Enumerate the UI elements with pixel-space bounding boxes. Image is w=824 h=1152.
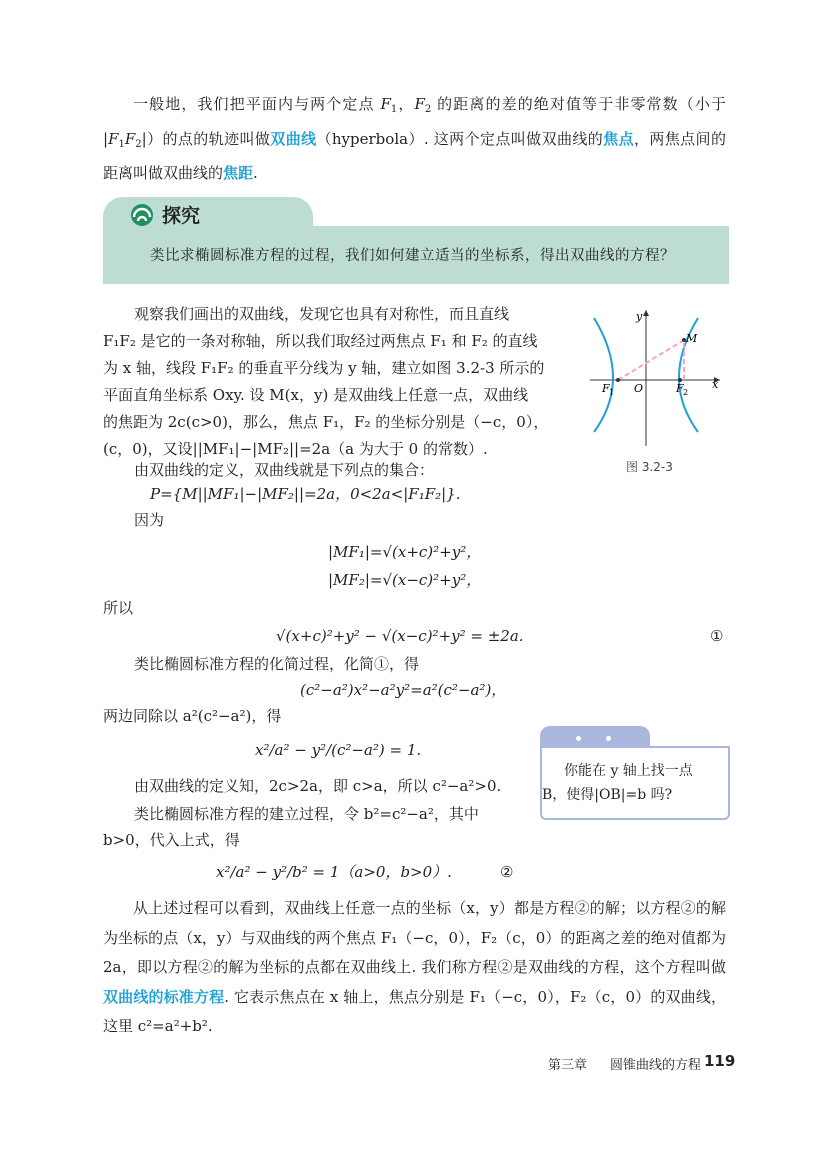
body-line: 平面直角坐标系 Oxy. 设 M(x，y) 是双曲线上任意一点，双曲线 xyxy=(103,386,529,404)
sym-f: F xyxy=(124,129,136,148)
intro-text-5: （hyperbola）. 这两个定点叫做双曲线的 xyxy=(316,129,604,148)
page-number: 119 xyxy=(704,1052,736,1070)
label-o: O xyxy=(634,382,644,395)
set-definition: P={M||MF₁|−|MF₂||=2a，0<2a<|F₁F₂|}. xyxy=(150,485,461,503)
figure-caption: 图 3.2-3 xyxy=(626,460,673,474)
intro-text-6: ，两焦点间的距离叫做双曲线的 xyxy=(103,129,726,182)
body-line: 两边同除以 a²(c²−a²)，得 xyxy=(103,707,282,725)
note-box xyxy=(540,746,730,820)
sym-f: F xyxy=(414,95,425,113)
conclusion-text-1: 从上述过程可以看到，双曲线上任意一点的坐标（x，y）都是方程②的解；以方程②的解为坐标的点（x，y）与双曲线的两个焦点 F₁（−c，0），F₂（c，0）的距离之差的绝对值都为 2a，即以方程②的解为坐标的点都在双曲线上. 我们称方程②是双曲线的方程，这个方程叫做 xyxy=(103,899,726,976)
body-line: 由双曲线的定义知，2c>2a，即 c>a，所以 c²−a²>0. xyxy=(134,777,502,795)
body-line: 的焦距为 2c(c>0)，那么，焦点 F₁，F₂ 的坐标分别是（−c，0）， xyxy=(103,413,549,431)
conclusion-text-2: . 它表示焦点在 x 轴上，焦点分别是 F₁（−c，0），F₂（c，0）的双曲线，这里 c²=a²+b². xyxy=(103,987,726,1035)
note-line-1: 你能在 y 轴上找一点 xyxy=(564,763,693,779)
body-line: 因为 xyxy=(134,511,165,529)
term-focal-distance: 焦距 xyxy=(223,164,254,182)
body-line: 所以 xyxy=(103,599,134,617)
equation-2: x²/a² − y²/b² = 1（a>0，b>0）. xyxy=(216,863,452,881)
label-f2-sub: 2 xyxy=(683,388,689,397)
sub-1: 1 xyxy=(390,104,398,115)
intro-paragraph xyxy=(103,90,726,189)
body-line: 类比椭圆标准方程的化简过程，化简①，得 xyxy=(134,655,420,673)
body-line: 观察我们画出的双曲线，发现它也具有对称性，而且直线 xyxy=(134,305,510,323)
focus-f1 xyxy=(616,378,620,382)
body-line: 由双曲线的定义，双曲线就是下列点的集合： xyxy=(134,461,435,479)
mf1-segment xyxy=(618,340,684,380)
body-line: 类比椭圆标准方程的建立过程，令 b²=c²−a²，其中 xyxy=(134,805,479,823)
hyperbola-figure xyxy=(580,300,730,450)
conclusion-paragraph xyxy=(103,894,726,1042)
term-hyperbola: 双曲线 xyxy=(270,129,317,148)
note-dot xyxy=(576,736,581,741)
sub-2: 2 xyxy=(424,104,432,115)
intro-text-2: ， xyxy=(397,95,415,113)
term-standard-equation: 双曲线的标准方程 xyxy=(103,987,225,1006)
equation-divided: x²/a² − y²/(c²−a²) = 1. xyxy=(255,741,422,759)
label-m: M xyxy=(686,332,698,345)
label-f1: F xyxy=(602,382,610,395)
body-line: 为 x 轴，线段 F₁F₂ 的垂直平分线为 y 轴，建立如图 3.2-3 所示的 xyxy=(103,359,545,377)
term-focus: 焦点 xyxy=(603,129,634,148)
note-dot xyxy=(606,736,611,741)
y-axis-arrow xyxy=(643,310,649,316)
sym-f: F xyxy=(108,129,119,148)
label-y: y xyxy=(636,310,643,323)
note-line-2: B，使得|OB|=b 吗? xyxy=(542,787,673,803)
equation-1: √(x+c)²+y² − √(x−c)²+y² = ±2a. xyxy=(276,627,524,645)
intro-text-1: 一般地，我们把平面内与两个定点 xyxy=(133,95,381,113)
body-line: (c，0)，又设||MF₁|−|MF₂||=2a（a 为大于 0 的常数）. xyxy=(103,440,488,458)
body-line: F₁F₂ 是它的一条对称轴，所以我们取经过两焦点 F₁ 和 F₂ 的直线 xyxy=(103,332,538,350)
explore-title: 探究 xyxy=(162,205,201,227)
label-f1-sub: 1 xyxy=(609,388,615,397)
sub-1: 1 xyxy=(118,138,125,150)
equation-simplified: (c²−a²)x²−a²y²=a²(c²−a²)， xyxy=(300,681,507,699)
equation-mf2: |MF₂|=√(x−c)²+y²， xyxy=(328,571,482,589)
footer-chapter: 第三章 xyxy=(548,1058,588,1073)
intro-text-7: . xyxy=(253,164,258,182)
label-x: x xyxy=(712,378,719,391)
explore-icon xyxy=(128,202,156,228)
footer-section: 圆锥曲线的方程 xyxy=(610,1058,702,1073)
equation-mf1: |MF₁|=√(x+c)²+y²， xyxy=(328,543,482,561)
sub-2: 2 xyxy=(135,138,142,150)
left-branch xyxy=(594,318,613,432)
label-f2: F xyxy=(676,382,684,395)
body-line: b>0，代入上式，得 xyxy=(103,831,240,849)
equation-1-number: ① xyxy=(710,627,724,645)
intro-text-4: |）的点的轨迹叫做 xyxy=(141,129,271,148)
explore-question: 类比求椭圆标准方程的过程，我们如何建立适当的坐标系，得出双曲线的方程？ xyxy=(150,248,675,264)
sym-f: F xyxy=(380,95,391,113)
equation-2-number: ② xyxy=(500,863,514,881)
intro-text-3: 的距离的差的绝对值等于非零常数（小于 | xyxy=(103,95,726,148)
